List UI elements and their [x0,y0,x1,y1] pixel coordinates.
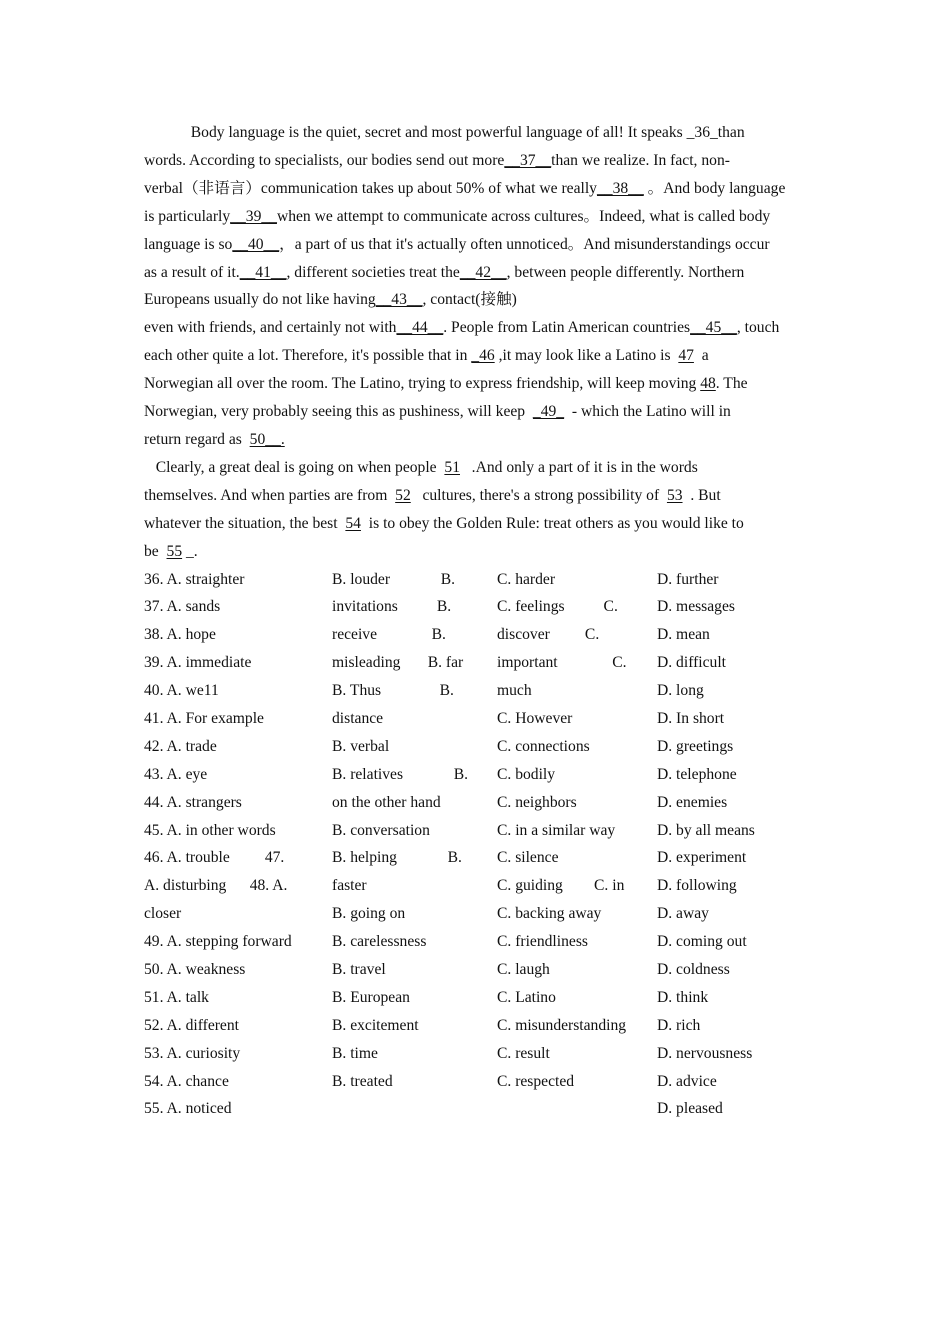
option-row [144,789,814,817]
option-cell: B. relatives B. [332,765,468,783]
blank-number: _46 [471,347,495,365]
option-cell: C. Latino [497,988,556,1006]
option-cell: B. louder B. [332,570,456,588]
option-cell [497,1095,657,1123]
option-cell: on the other hand [332,793,441,811]
option-cell: B. time [332,1044,378,1062]
passage-text: _. [182,542,198,560]
option-cell: 37. A. sands [144,598,221,616]
passage-text: , contact(接触) even with friends, and certainly not with [144,291,517,337]
option-cell: B. verbal [332,737,390,755]
option-cell: C. in a similar way [497,821,616,839]
option-cell: D. think [657,988,709,1006]
blank-number: 47 [678,347,694,365]
option-row [144,1068,814,1096]
option-cell: B. Thus B. [332,682,454,700]
option-cell: C. neighbors [497,793,577,811]
option-cell: 45. A. in other words [144,821,276,839]
option-cell: C. guiding C. in [497,877,625,895]
option-cell: D. messages [657,598,735,616]
option-cell: 41. A. For example [144,709,264,727]
blank-number: 54 [345,514,361,532]
option-cell: D. difficult [657,654,727,672]
blank-number: __42__ [459,263,507,281]
option-row [144,1012,814,1040]
option-cell: D. by all means [657,821,755,839]
option-cell: C. bodily [497,765,556,783]
passage-text: cultures, there's a strong possibility of [410,486,667,504]
passage-text: , touch each other quite a lot. Therefore, it's possible that in [144,319,780,365]
option-cell: 44. A. strangers [144,793,242,811]
option-cell: receive B. [332,626,446,644]
passage-text: . The Norwegian, very probably seeing this as pushiness, will keep [144,375,748,421]
passage [144,119,814,566]
option-cell: B. travel [332,960,386,978]
option-cell: closer [144,905,182,923]
option-row [144,677,814,705]
option-cell: 50. A. weakness [144,960,246,978]
option-cell: 36. A. straighter [144,570,245,588]
passage-text: than we realize. In fact, non- verbal（非语言）communication takes up about 50% of what we really [144,151,730,197]
option-row [144,844,814,872]
passage-text: , between people differently. Northern Europeans usually do not like having [144,263,745,309]
option-cell: 39. A. immediate [144,654,252,672]
passage-text: 。And body language is particularly [144,179,786,225]
option-row [144,1095,814,1123]
option-cell: D. long [657,682,704,700]
option-cell: 49. A. stepping forward [144,933,292,951]
option-cell: 51. A. talk [144,988,209,1006]
document-page [144,119,814,1123]
option-cell: B. carelessness [332,933,427,951]
passage-text: is to obey the Golden Rule: treat others as you would like to be [144,514,744,560]
option-cell: D. rich [657,1016,701,1034]
blank-number: 48 [700,375,716,393]
option-cell: invitations B. [332,598,452,616]
blank-number: __38__ [596,179,644,197]
blank-number: __45__ [690,319,737,337]
option-cell: C. connections [497,737,590,755]
option-row [144,705,814,733]
passage-text: . But whatever the situation, the best [144,486,721,532]
option-row [144,928,814,956]
option-cell: B. European [332,988,410,1006]
option-row [144,956,814,984]
option-cell: D. In short [657,709,725,727]
option-cell: 54. A. chance [144,1072,229,1090]
option-cell: D. advice [657,1072,717,1090]
option-cell: D. further [657,570,719,588]
option-cell: C. misunderstanding [497,1016,627,1034]
option-cell: 38. A. hope [144,626,216,644]
passage-paragraph-1 [144,119,814,454]
blank-number: 52 [395,486,411,504]
blank-number: __37__ [504,151,552,169]
option-cell: D. following [657,877,737,895]
option-cell: 46. A. trouble 47. [144,849,285,867]
option-row [144,733,814,761]
passage-text: , different societies treat the [286,263,460,281]
option-cell: 52. A. different [144,1016,239,1034]
option-cell: 53. A. curiosity [144,1044,241,1062]
option-cell: C. harder [497,570,556,588]
option-cell: much [497,682,532,700]
options-list [144,566,814,1124]
passage-text: Clearly, a great deal is going on when people [144,458,445,476]
option-row [144,566,814,594]
option-row [144,817,814,845]
option-cell: B. excitement [332,1016,419,1034]
option-cell: D. coming out [657,933,747,951]
option-cell: D. mean [657,626,710,644]
option-cell: C. laugh [497,960,550,978]
blank-number: __44__ [396,319,444,337]
passage-text: . People from Latin American countries [443,319,691,337]
blank-number: 50__. [249,430,285,448]
blank-number: 53 [666,486,683,504]
blank-number: __41__ [239,263,287,281]
option-cell: C. backing away [497,905,602,923]
blank-number: 55 [166,542,183,560]
blank-number: 51 [444,458,460,476]
passage-text: Body language is the quiet, secret and most powerful language of all! It speaks _36_than words. According to specialists, our bodies send out more [144,124,745,169]
option-row [144,761,814,789]
option-cell: C. silence [497,849,559,867]
option-cell: B. conversation [332,821,430,839]
option-cell: D. telephone [657,765,737,783]
option-row [144,649,814,677]
option-row [144,900,814,928]
option-cell: D. enemies [657,793,728,811]
option-cell: C. However [497,709,573,727]
passage-text: ,it may look like a Latino is [494,347,679,365]
option-cell: B. going on [332,905,406,923]
passage-text: a Norwegian all over the room. The Latino, trying to express friendship, will keep moving [144,347,709,393]
passage-text: .And only a part of it is in the words themselves. And when parties are from [144,458,698,504]
option-cell: faster [332,877,367,895]
option-cell: C. result [497,1044,550,1062]
passage-paragraph-2 [144,454,814,566]
option-cell: B. helping B. [332,849,462,867]
passage-text: when we attempt to communicate across cultures。Indeed, what is called body language is so [144,207,771,253]
option-cell: C. feelings C. [497,598,618,616]
option-cell: D. away [657,905,709,923]
option-row [144,1040,814,1068]
option-cell: A. disturbing 48. A. [144,877,288,895]
blank-number: __43__ [375,291,423,309]
option-cell [332,1095,497,1123]
option-cell: important C. [497,654,627,672]
option-cell: D. experiment [657,849,747,867]
option-row [144,984,814,1012]
option-row [144,621,814,649]
option-cell: D. pleased [657,1100,723,1118]
blank-number: __39__ [230,207,277,225]
option-cell: C. respected [497,1072,575,1090]
option-row [144,872,814,900]
option-cell: discover C. [497,626,600,644]
option-cell: D. greetings [657,737,734,755]
option-cell: 42. A. trade [144,737,217,755]
option-cell: B. treated [332,1072,393,1090]
option-cell: C. friendliness [497,933,588,951]
passage-text: ，a part of us that it's actually often unnoticed。And misunderstandings occur as a result of it. [144,235,770,281]
passage-text: - which the Latino will in return regard as [144,403,731,448]
option-cell: 40. A. we11 [144,682,219,700]
blank-number: __40__ [232,235,280,253]
option-cell: misleading B. far [332,654,464,672]
blank-number: _49_ [532,403,565,421]
option-cell: distance [332,709,384,727]
option-cell: D. nervousness [657,1044,753,1062]
option-row [144,593,814,621]
option-cell: 55. A. noticed [144,1100,232,1118]
option-cell: D. coldness [657,960,730,978]
option-cell: 43. A. eye [144,765,208,783]
